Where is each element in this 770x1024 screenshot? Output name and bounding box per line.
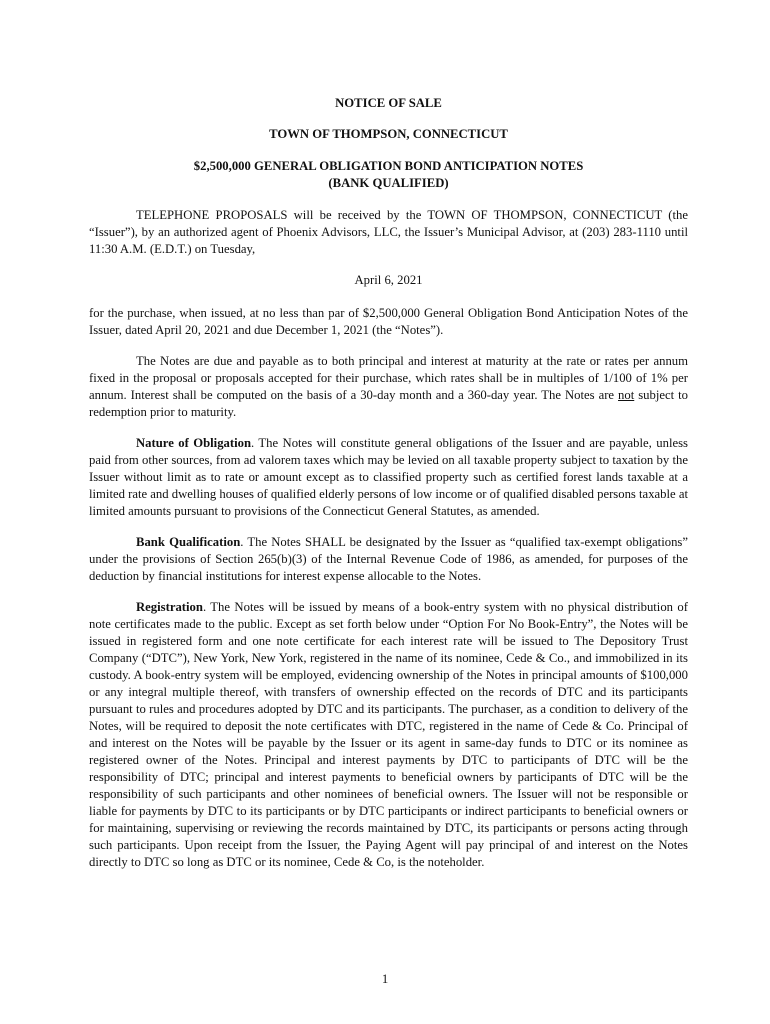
not-underlined-text: not <box>618 388 635 402</box>
notes-title: $2,500,000 GENERAL OBLIGATION BOND ANTICIPATION NOTES <box>193 159 584 173</box>
notes-due-paragraph <box>89 353 688 421</box>
bank-qualification-text: . The Notes SHALL be designated by the Issuer as “qualified tax-exempt obligations” under the provisions of Section 265(b)(3) of the Internal Revenue Code of 1986, as amended, for purposes of the deduction by financial institutions for interest expense allocable to the Notes. <box>89 535 688 583</box>
notes-due-text-end: subject to redemption prior to maturity. <box>89 388 689 419</box>
registration-text: . The Notes will be issued by means of a book-entry system with no physical distribution of note certificates made to the public. Except as set forth below under “Option For No Book-Entry”, the Notes will be issued in registered form and one note certificate for each interest rate will be issued to The Depository Trust Company (“DTC”), New York, New York, registered in the name of its nominee, Cede & Co., and immobilized in its custody. A book-entry system will be employed, evidencing ownership of the Notes in principal amounts of $100,000 or any integral multiple thereof, with transfers of ownership effected on the records of DTC and its participants pursuant to rules and procedures adopted by DTC and its participants. The purchaser, as a condition to delivery of the Notes, will be required to deposit the note certificates with DTC, registered in the name of Cede & Co. Principal of and interest on the Notes will be payable by the Issuer or its agent in same-day funds to DTC or its nominee as registered owner of the Notes. Principal and interest payments by DTC to participants of DTC will be the responsibility of DTC; principal and interest payments to beneficial owners by participants of DTC will be the responsibility of such participants and other nominees of beneficial owners. The Issuer will not be responsible or liable for payments by DTC to its participants or by DTC participants or indirect participants to beneficial owners or for maintaining, supervising or reviewing the records maintained by DTC, its participants or persons acting through such participants. Upon receipt from the Issuer, the Paying Agent will pay principal of and interest on the Notes directly to DTC so long as DTC or its nominee, Cede & Co, is the noteholder. <box>89 600 688 869</box>
nature-of-obligation-heading: Nature of Obligation <box>136 436 252 450</box>
nature-of-obligation-paragraph <box>89 435 688 520</box>
intro-paragraph: TELEPHONE PROPOSALS will be received by the TOWN OF THOMPSON, CONNECTICUT (the “Issuer”), by an authorized agent of Phoenix Advisors, LLC, the Issuer’s Municipal Advisor, at (203) 283-1110 until 11:30 A.M. (E.D.T.) on Tuesday, <box>89 208 688 256</box>
purchase-paragraph: for the purchase, when issued, at no less than par of $2,500,000 General Obligation Bond Anticipation Notes of the Issuer, dated April 20, 2021 and due December 1, 2021 (the “Notes”). <box>89 306 688 337</box>
notice-title: NOTICE OF SALE <box>335 96 442 110</box>
nature-of-obligation-text: . The Notes will constitute general obligations of the Issuer and are payable, unless paid from other sources, from ad valorem taxes which may be levied on all taxable property subject to taxation by the Issuer without limit as to rate or amount except as to classified property such as certified forest lands taxable at a limited rate and dwelling houses of qualified elderly persons of low income or of qualified disabled persons taxable at limited amounts pursuant to provisions of the Connecticut General Statutes, as amended. <box>89 436 688 518</box>
document-page <box>89 95 688 885</box>
registration-paragraph <box>89 599 688 871</box>
notes-due-text: The Notes are due and payable as to both principal and interest at maturity at the rate or rates per annum fixed in the proposal or proposals accepted for their purchase, which rates shall be in multiples of 1/100 of 1% per annum. Interest shall be computed on the basis of a 30-day month and a 360-day year. The Notes are <box>89 354 688 402</box>
sale-date: April 6, 2021 <box>354 273 423 287</box>
issuer-title: TOWN OF THOMPSON, CONNECTICUT <box>269 127 508 141</box>
bank-qualified-title: (BANK QUALIFIED) <box>328 176 449 190</box>
bank-qualification-heading: Bank Qualification <box>136 535 241 549</box>
bank-qualification-paragraph <box>89 534 688 585</box>
page-number: 1 <box>381 972 389 986</box>
registration-heading: Registration <box>136 600 203 614</box>
